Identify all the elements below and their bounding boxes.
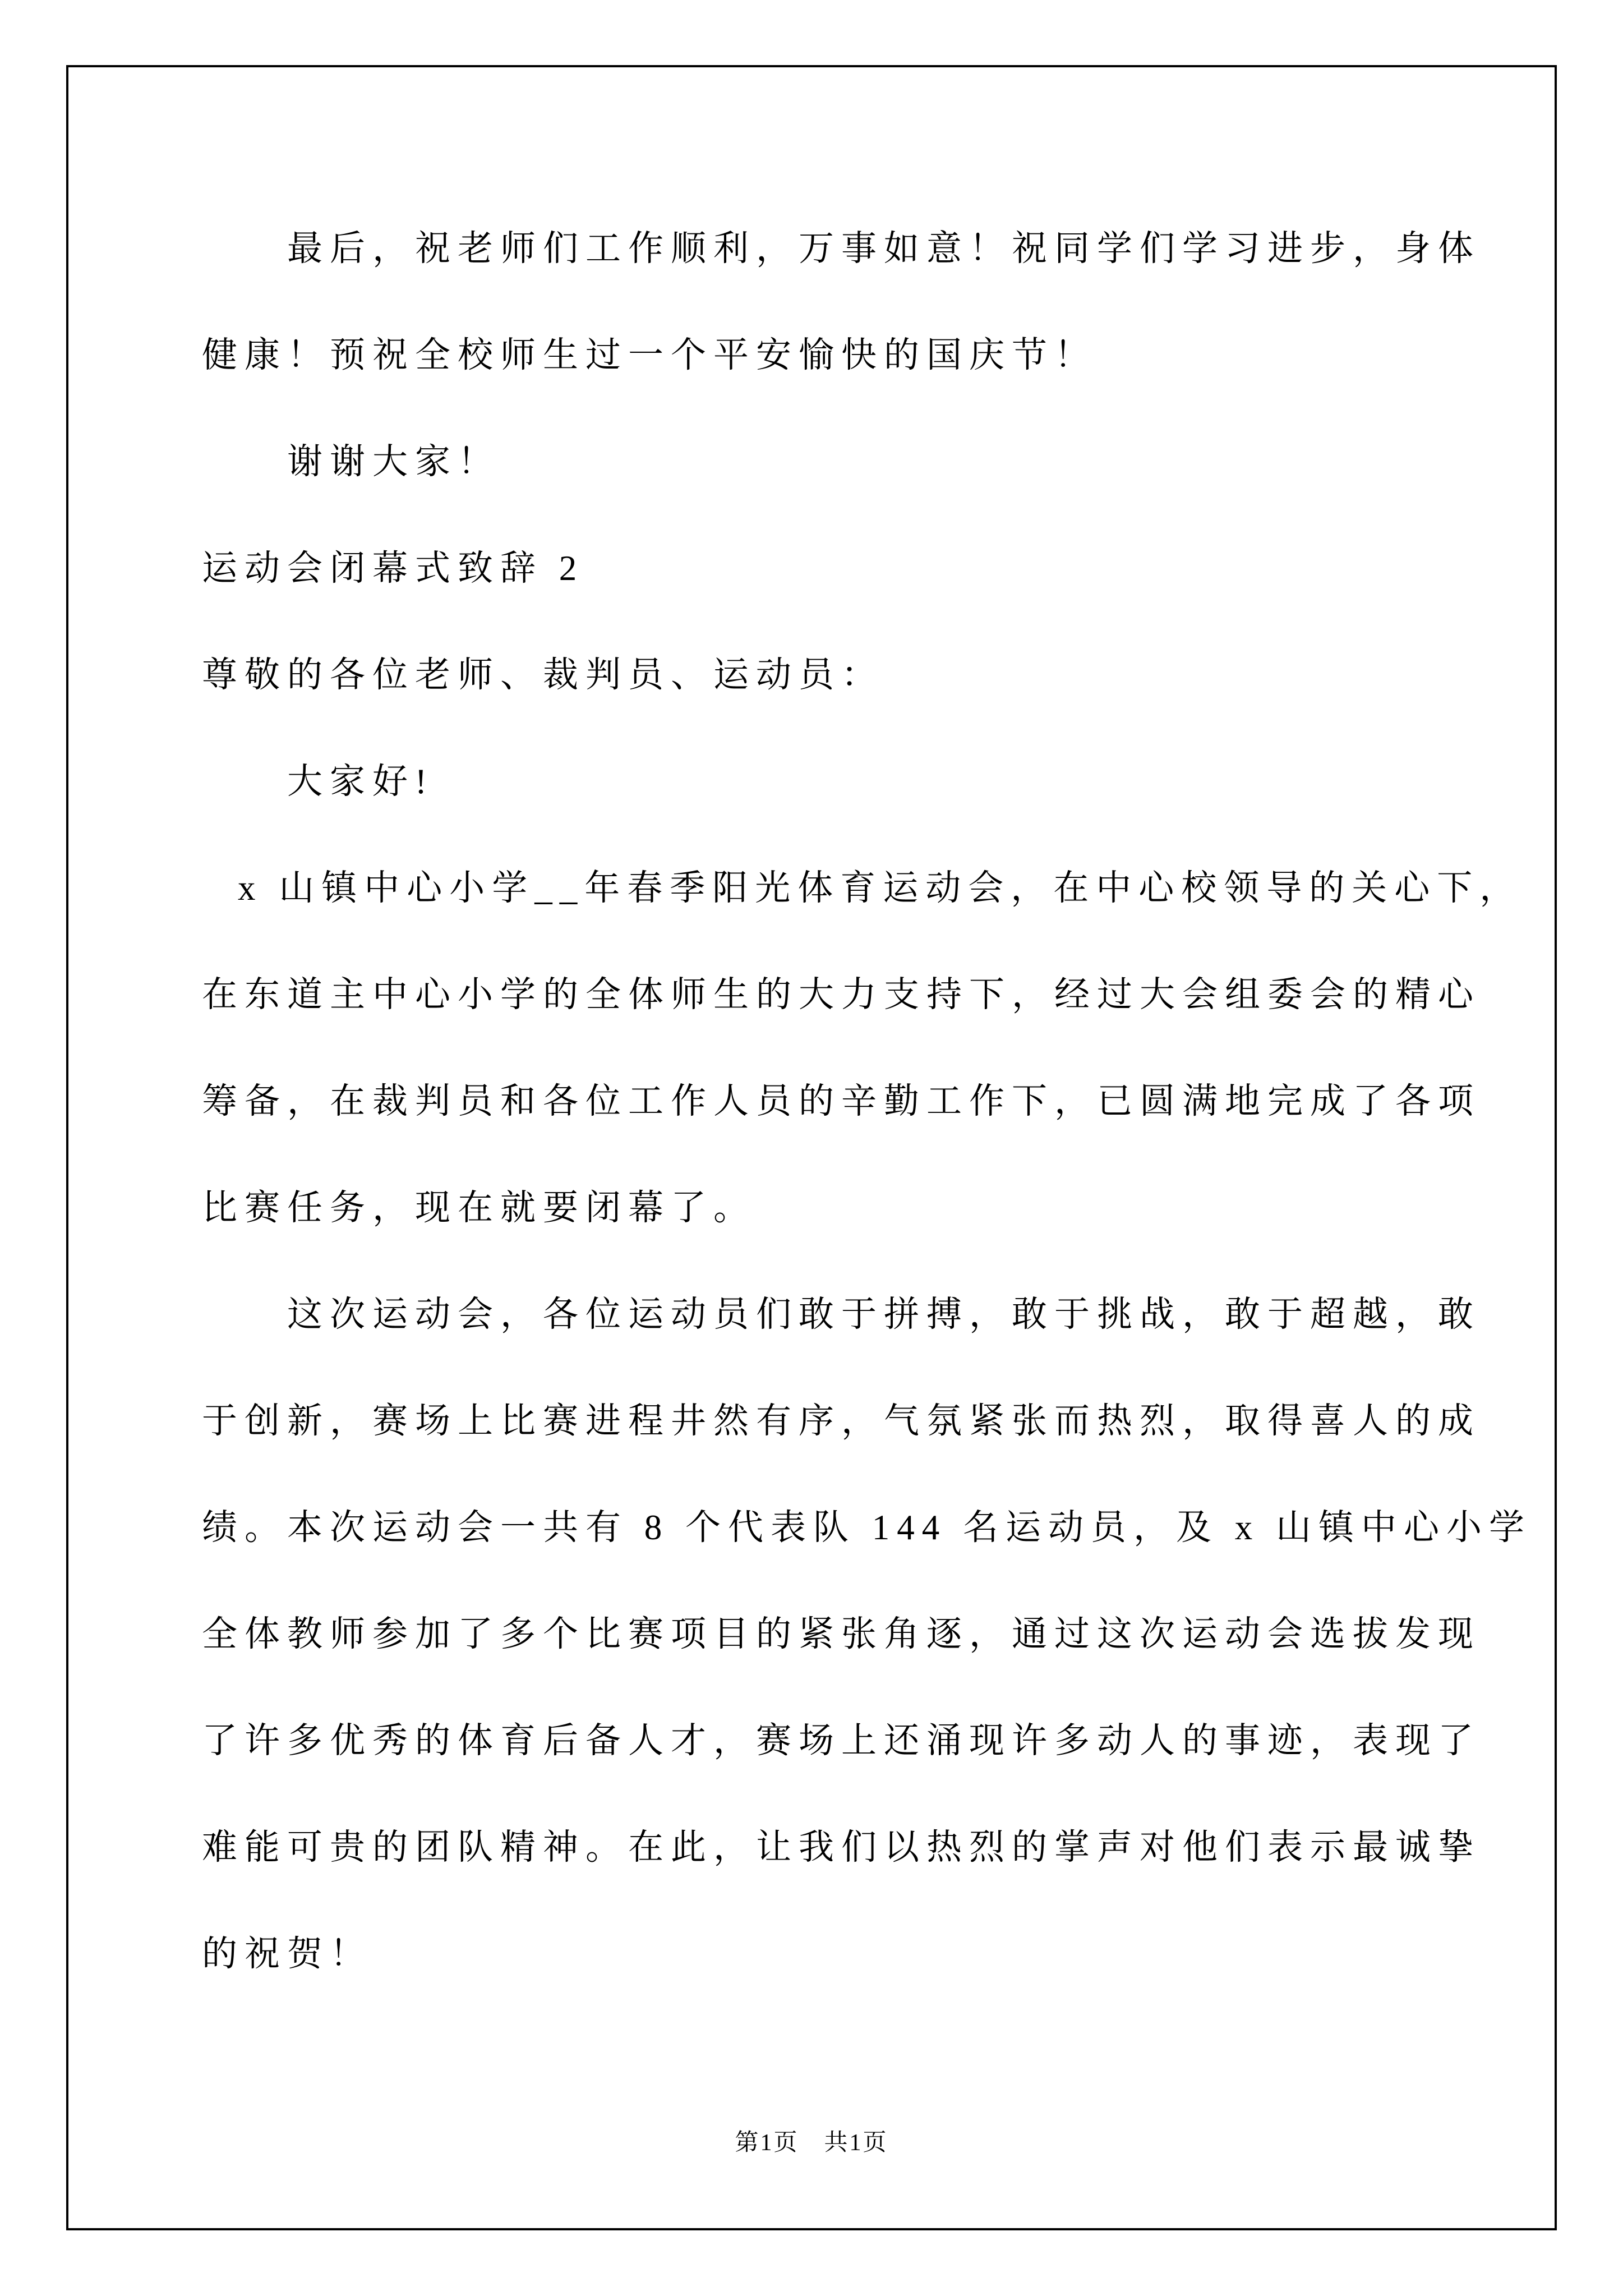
text-line: 的祝贺！ [202,1934,372,1973]
text-line: 全体教师参加了多个比赛项目的紧张角逐，通过这次运动会选拔发现 [202,1614,1481,1654]
text-line: 在东道主中心小学的全体师生的大力支持下，经过大会组委会的精心 [202,975,1481,1014]
text-line: 谢谢大家！ [287,442,500,481]
text-line: 最后，祝老师们工作顺利，万事如意！祝同学们学习进步，身体 [287,229,1481,268]
text-line: 健康！预祝全校师生过一个平安愉快的国庆节！ [202,335,1097,375]
page-number: 第1页 共1页 [735,2130,888,2156]
text-line: 于创新，赛场上比赛进程井然有序，气氛紧张而热烈，取得喜人的成 [202,1401,1481,1441]
text-line: 筹备，在裁判员和各位工作人员的辛勤工作下，已圆满地完成了各项 [202,1082,1481,1121]
text-line: 难能可贵的团队精神。在此，让我们以热烈的掌声对他们表示最诚挚 [202,1828,1481,1867]
text-line: x 山镇中心小学__年春季阳光体育运动会，在中心校领导的关心下， [238,868,1523,908]
text-line: 运动会闭幕式致辞 2 [202,549,584,588]
text-line: 了许多优秀的体育后备人才，赛场上还涌现许多动人的事迹，表现了 [202,1721,1481,1760]
text-line: 比赛任务，现在就要闭幕了。 [202,1188,756,1227]
text-line: 绩。本次运动会一共有 8 个代表队 144 名运动员，及 x 山镇中心小学 [202,1508,1532,1547]
text-line: 尊敬的各位老师、裁判员、运动员： [202,655,884,694]
document-body [202,195,1532,2007]
text-line: 大家好! [287,762,434,801]
text-line: 这次运动会，各位运动员们敢于拼搏，敢于挑战，敢于超越，敢 [287,1295,1481,1334]
